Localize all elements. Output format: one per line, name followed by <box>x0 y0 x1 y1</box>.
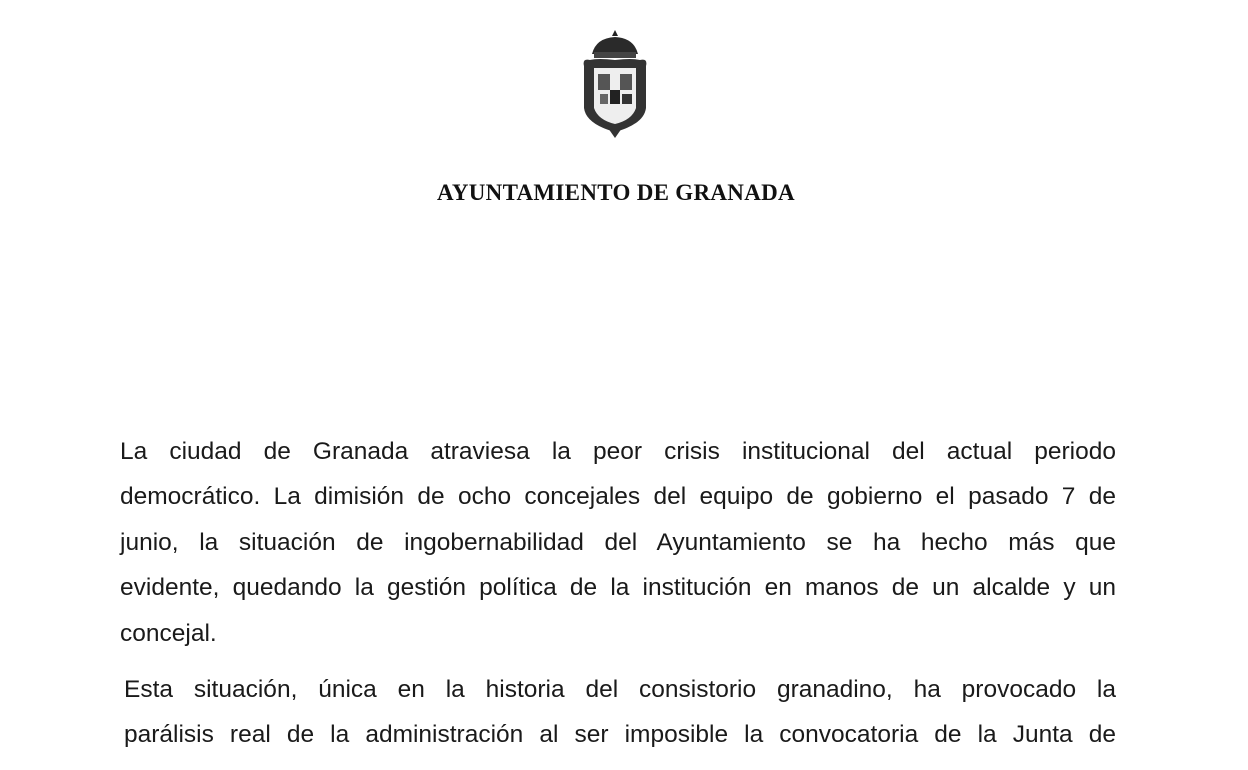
coat-of-arms-icon <box>578 28 652 140</box>
paragraph-1-line-2: democrático. La dimisión de ocho concejales del equipo de gobierno el pasado 7 de <box>120 483 1116 510</box>
paragraph-2-line-2: parálisis real de la administración al ser imposible la convocatoria de la Junta de <box>124 721 1116 748</box>
paragraph-1-line-5: concejal. <box>120 620 217 647</box>
paragraph-2-line-1: Esta situación, única en la historia del consistorio granadino, ha provocado la <box>124 676 1116 703</box>
paragraph-1-line-4: evidente, quedando la gestión política de la institución en manos de un alcalde y un <box>120 574 1116 601</box>
paragraph-1-line-3: junio, la situación de ingobernabilidad del Ayuntamiento se ha hecho más que <box>120 529 1116 556</box>
institution-title: AYUNTAMIENTO DE GRANADA <box>437 180 795 205</box>
paragraph-1-line-1: La ciudad de Granada atraviesa la peor crisis institucional del actual periodo <box>120 438 1116 465</box>
